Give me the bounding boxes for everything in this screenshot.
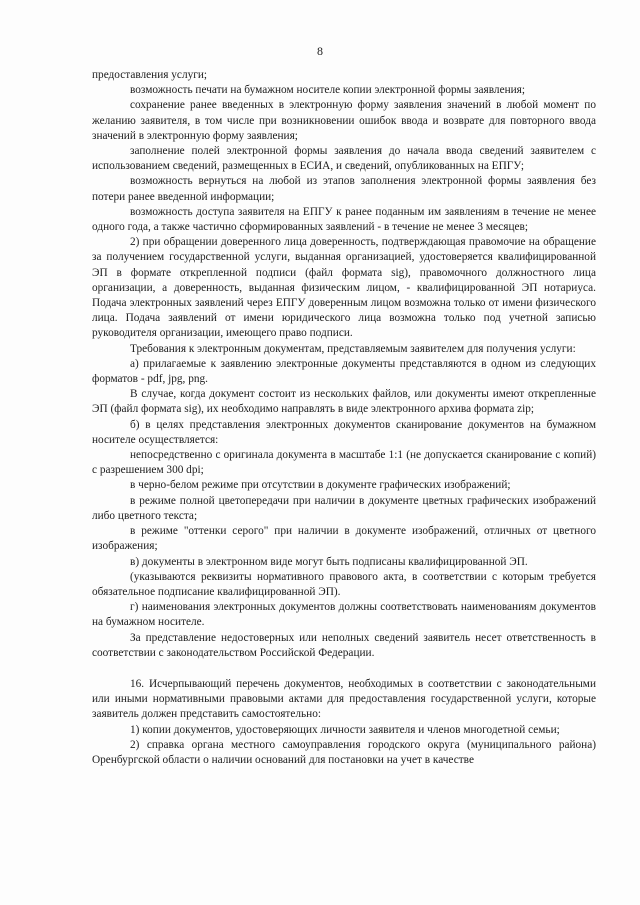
paragraph: 1) копии документов, удостоверяющих личности заявителя и членов многодетной семьи; xyxy=(130,723,560,736)
paragraph: в) документы в электронном виде могут быть подписаны квалифицированной ЭП. xyxy=(130,555,528,568)
page-number: 8 xyxy=(317,44,323,58)
paragraph: возможность печати на бумажном носителе копии электронной формы заявления; xyxy=(130,84,526,97)
paragraph: 2) при обращении доверенного лица доверенность, подтверждающая правомочие на обращение за получением государственной услуги, выданная организацией, удостоверяется квалифицированной ЭП в формате открепленной подписи (файл формата sig), правомочного должностного лица организации, а доверенность, выданная физическим лицом, - квалифицированной ЭП нотариуса. Подача электронных заявлений через ЕПГУ доверенным лицом возможна только от имени физического лица. Подача заявлений от имени юридического лица возможна только под учетной записью руководителя организации, имеющего право подписи. xyxy=(92,236,596,340)
paragraph: в режиме "оттенки серого" при наличии в документе изображений, отличных от цветного изображения; xyxy=(92,525,596,553)
paragraph: заполнение полей электронной формы заявления до начала ввода сведений заявителем с использованием сведений, размещенных в ЕСИА, и сведений, опубликованных на ЕПГУ; xyxy=(92,145,596,173)
paragraph: возможность вернуться на любой из этапов заполнения электронной формы заявления без потери ранее введенной информации; xyxy=(92,175,596,203)
paragraph: возможность доступа заявителя на ЕПГУ к ранее поданным им заявлениям в течение не менее одного года, а также частично сформированных заявлений - в течение не менее 3 месяцев; xyxy=(92,205,596,234)
paragraph: непосредственно с оригинала документа в масштабе 1:1 (не допускается сканирование с копий) с разрешением 300 dpi; xyxy=(92,449,596,477)
paragraph: 2) справка органа местного самоуправления городского округа (муниципального района) Оренбургской области о наличии оснований для постановки на учет в качестве xyxy=(92,738,596,766)
paragraph: За представление недостоверных или неполных сведений заявитель несет ответственность в соответствии с законодательством Российской Федерации. xyxy=(92,631,596,659)
section-gap xyxy=(92,661,596,677)
document-body xyxy=(92,68,596,768)
paragraph: (указываются реквизиты нормативного правового акта, в соответствии с которым требуется обязательное подписание квалифицированной ЭП). xyxy=(92,570,596,598)
body-section-bottom xyxy=(92,677,596,768)
paragraph: в черно-белом режиме при отсутствии в документе графических изображений; xyxy=(130,479,511,492)
paragraph: Требования к электронным документам, представляемым заявителем для получения услуги: xyxy=(130,342,576,355)
paragraph: сохранение ранее введенных в электронную форму заявления значений в любой момент по желанию заявителя, в том числе при возникновении ошибок ввода и возврате для повторного ввода значений в электронную форму заявления; xyxy=(92,99,596,142)
paragraph: предоставления услуги; xyxy=(92,69,208,81)
paragraph: г) наименования электронных документов должны соответствовать наименованиям документов на бумажном носителе. xyxy=(92,601,596,629)
paragraph: в режиме полной цветопередачи при наличии в документе цветных графических изображений либо цветного текста; xyxy=(92,494,596,522)
paragraph: б) в целях представления электронных документов сканирование документов на бумажном носителе осуществляется: xyxy=(92,418,596,446)
body-section-top xyxy=(92,68,596,661)
paragraph: В случае, когда документ состоит из нескольких файлов, или документы имеют открепленные ЭП (файл формата sig), их необходимо направлять в виде электронного архива формата zip; xyxy=(92,388,596,416)
paragraph: 16. Исчерпывающий перечень документов, необходимых в соответствии с законодательными или иными нормативными правовыми актами для предоставления государственной услуги, которые заявитель должен представить самостоятельно: xyxy=(92,677,596,721)
paragraph: а) прилагаемые к заявлению электронные документы представляются в одном из следующих форматов - pdf, jpg, png. xyxy=(92,357,596,386)
